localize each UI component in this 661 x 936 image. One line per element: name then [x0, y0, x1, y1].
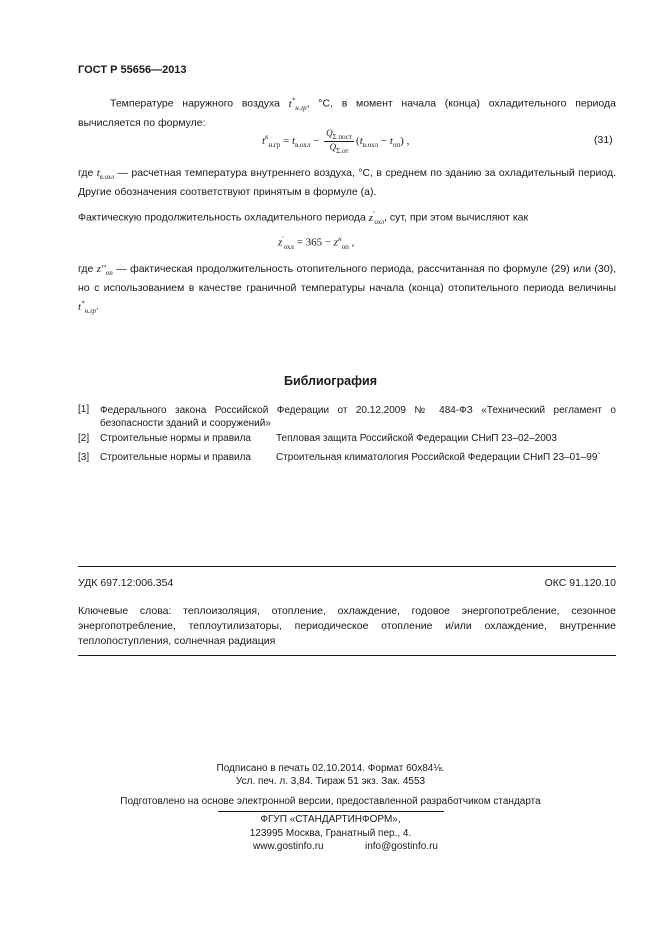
divider-imprint: [218, 811, 444, 812]
publisher-website[interactable]: www.gostinfo.ru: [253, 841, 324, 852]
keywords: Ключевые слова: теплоизоляция, отопление, охлаждение, годовое энергопотребление, сезонное энергопотребление, теплоутилизаторы, периодическое отопление и/или охлаждение, внутренние теплопоступления, солнечная радиация: [78, 605, 616, 647]
imprint-line-2: Усл. печ. л. 3,84. Тираж 51 экз. Зак. 4553: [235, 776, 426, 787]
var-t-ngr-2: $t^*_{н.гр}$: [78, 299, 97, 316]
bib-entry-2-type: Строительные нормы и правила: [100, 433, 251, 444]
standard-number: ГОСТ Р 55656—2013: [78, 64, 187, 76]
bib-number-3: [3]: [78, 452, 90, 463]
formula-number: (31): [594, 134, 613, 146]
var-t-ngr: $t^*_{н.гр}$: [288, 96, 307, 112]
where-paragraph-1: где $t_{в.охл}$ — расчетная температура внутреннего воздуха, °С, в среднем по зданию за охладительный период. Другие обозначения соответствуют принятым в формуле (а).: [78, 167, 617, 199]
oks-code: ОКС 91.120.10: [544, 577, 616, 589]
var-z-op: $z''_{оп}$: [96, 263, 113, 278]
divider-top: [78, 566, 616, 567]
intro-text: Температуре наружного воздуха: [110, 97, 289, 110]
var-t-vohl: $t_{в.охл}$: [96, 167, 115, 182]
formula-31: $t^к_{н.гр} = t_{в.охл}$ − $\frac{Q_{\Sigma пост}}{Q_{\Sigma.от}}$ $(t_{в.охл} - t_{оп})$ ,: [262, 128, 410, 155]
formula-z-ohl: $z'_{охл} = 365 - z^н_{оп}$ ,: [278, 235, 355, 251]
where-paragraph-2: где $z''_{оп}$ — фактическая продолжительность отопительного периода, рассчитанная по формуле (29) или (30), но с использованием в качестве граничной температуры начала (конца) отопительного периода величины $t^*_{н.гр}$.: [78, 263, 616, 316]
fraction: $\frac{Q_{\Sigma пост}}{Q_{\Sigma.от}}$: [326, 128, 353, 155]
actual-duration-paragraph: Фактическую продолжительность охладительного периода $z'_{охл}$, сут, при этом вычисляют как: [78, 210, 529, 226]
bib-entry-3-type: Строительные нормы и правила: [100, 452, 251, 463]
publisher-email[interactable]: info@gostinfo.ru: [365, 841, 438, 852]
bib-entry-1: Федерального закона Российской Федерации от 20.12.2009 № 484-ФЗ «Технический регламент о безопасности зданий и сооружений»: [100, 405, 616, 429]
imprint-line-1: Подписано в печать 02.10.2014. Формат 60x84⅛.: [216, 763, 445, 774]
publisher-name: ФГУП «СТАНДАРТИНФОРМ»,: [260, 814, 401, 825]
prepared-note: Подготовлено на основе электронной версии, предоставленной разработчиком стандарта: [120, 796, 541, 807]
divider-keywords: [78, 655, 616, 656]
intro-text-cont: , °С, в момент начала (конца) охладительного периода вычисляется по формуле:: [78, 97, 617, 129]
udk-code: УДК 697.12:006.354: [78, 577, 174, 589]
bib-entry-2-title: Тепловая защита Российской Федерации СНиП 23–02–2003: [276, 433, 557, 444]
bib-number-1: [1]: [78, 404, 90, 415]
bib-entry-3-title: Строительная климатология Российской Федерации СНиП 23–01–99`: [276, 452, 601, 463]
var-z-ohl: $z'_{охл}$: [368, 210, 385, 226]
bibliography-title: Библиография: [283, 374, 378, 388]
bib-number-2: [2]: [78, 433, 90, 444]
intro-paragraph: [78, 93, 616, 131]
publisher-address: 123995 Москва, Гранатный пер., 4.: [249, 828, 412, 839]
